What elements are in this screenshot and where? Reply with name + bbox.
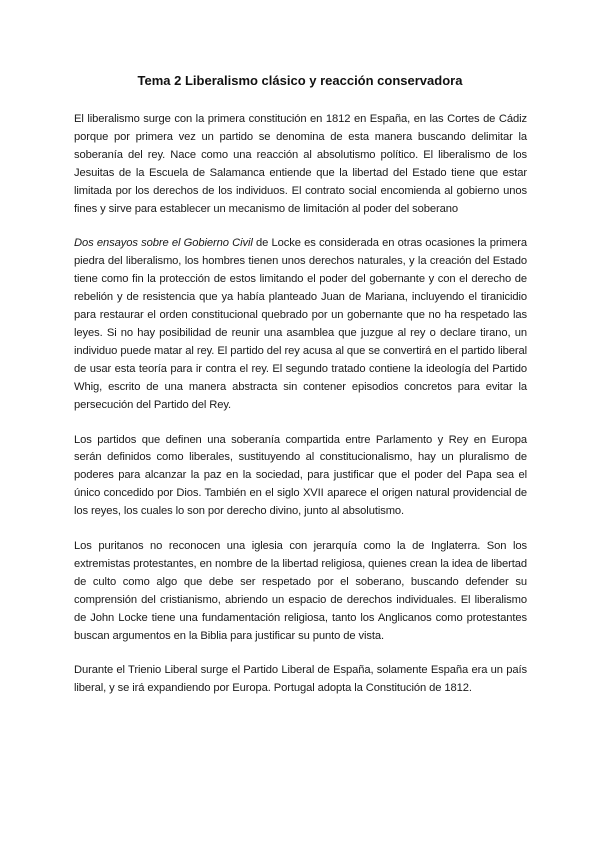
document-title: Tema 2 Liberalismo clásico y reacción conservadora xyxy=(137,73,463,88)
paragraph-3 xyxy=(74,432,527,522)
paragraph-5-text: Durante el Trienio Liberal surge el Partido Liberal de España, solamente España era un país liberal, y se irá expandiendo por Europa. Portugal adopta la Constitución de 1812. xyxy=(74,664,527,695)
paragraph-2 xyxy=(74,235,527,414)
paragraph-4 xyxy=(74,538,527,645)
paragraph-5 xyxy=(74,662,527,698)
paragraph-3-text: Los partidos que definen una soberanía compartida entre Parlamento y Rey en Europa serán definidos como liberales, sustituyendo al constitucionalismo, hay un pluralismo de poderes para alcanzar la paz en la sociedad, para justificar que el poder del Papa sea el único concedido por Dios. También en el siglo XVII aparece el origen natural providencial de los reyes, los cuales lo son por derecho divino, junto al absolutismo. xyxy=(74,433,527,518)
document-body xyxy=(74,111,527,715)
paragraph-1-text: El liberalismo surge con la primera constitución en 1812 en España, en las Cortes de Cádiz porque por primera vez un partido se denomina de esta manera buscando delimitar la soberanía del rey. Nace como una reacción al absolutismo político. El liberalismo de los Jesuitas de la Escuela de Salamanca entiende que la libertad del Estado tiene que estar limitada por los derechos de los individuos. El contrato social encomienda al gobierno unos fines y sirve para establecer un mecanismo de limitación al poder del soberano xyxy=(74,113,527,215)
paragraph-2-text: de Locke es considerada en otras ocasiones la primera piedra del liberalismo, los hombres tienen unos derechos naturales, y la creación del Estado tiene como fin la protección de estos limitando el poder del gobernante y con el derecho de rebelión y de resistencia que ya había planteado Juan de Mariana, incluyendo el tiranicidio para restaurar el orden constitucional quebrado por un gobernante que no ha respetado las leyes. Si no hay posibilidad de reunir una asamblea que juzgue al rey o declare tirano, un individuo puede matar al rey. El partido del rey acusa al que se convertirá en el partido liberal de usar esta teoría para ir contra el rey. El segundo tratado contiene la ideología del Partido Whig, escrito de una manera abstracta sin contener episodios concretos para evitar la persecución del Partido del Rey. xyxy=(74,237,527,411)
paragraph-1 xyxy=(74,111,527,218)
book-title-italic: Dos ensayos sobre el Gobierno Civil xyxy=(74,237,253,250)
paragraph-4-text: Los puritanos no reconocen una iglesia con jerarquía como la de Inglaterra. Son los extremistas protestantes, en nombre de la libertad religiosa, quienes crean la idea de libertad de culto como algo que debe ser respetado por el soberano, buscando defender su comprensión del cristianismo, abriendo un espacio de derechos individuales. El liberalismo de John Locke tiene una fundamentación religiosa, tanto los Anglicanos como protestantes buscan argumentos en la Biblia para justificar su punto de vista. xyxy=(74,540,527,642)
